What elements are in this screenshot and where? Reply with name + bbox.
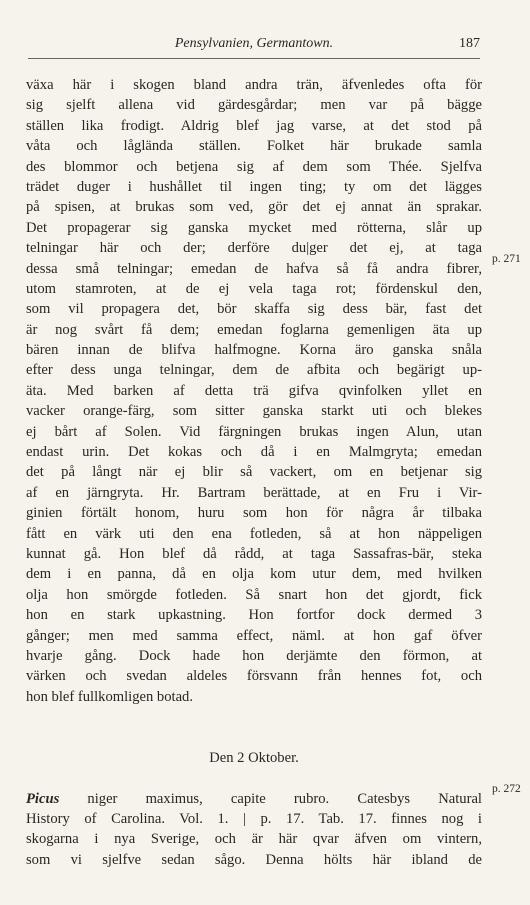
text-line: hon blef fullkomligen botad.: [26, 688, 193, 705]
text-line: äta. Med barken af detta trä gifva qvinfolken yllet en: [26, 382, 482, 399]
text-line: efter dess unga telningar, dem de afbita och begärigt up-: [26, 362, 482, 379]
margin-page-ref: p. 272: [492, 783, 521, 795]
text-line: History of Carolina. Vol. 1. | p. 17. Tab. 17. finnes nog i: [26, 811, 482, 828]
text-line: olja hon smörgde fotleden. Så snart hon det gjordt, fick: [26, 586, 482, 603]
text-line: Det propagerar sig ganska mycket med rötterna, slår up: [26, 219, 482, 236]
text-line: dessa små telningar; emedan de hafva så få andra fibrer,: [26, 260, 482, 277]
text-line: utom stamroten, at de ej vela taga rot; fördenskul den,: [26, 280, 482, 297]
text-line: skogarna i nya Sverige, och är här qvar äfven om vintern,: [26, 831, 482, 848]
diary-entry: [26, 789, 482, 871]
text-line: värken och svedan aldeles försvann från hennes fot, och: [26, 668, 482, 685]
text-line: bären innan de blifva halfmogne. Korna äro ganska snåla: [26, 342, 482, 359]
text-line: des blommor och betjena sig af dem som Thée. Sjelfva: [26, 158, 482, 175]
text-line: ej bårt af Solen. Vid färgningen brukas ingen Alun, utan: [26, 423, 482, 440]
text-line: endast urin. Det kokas och då i en Malmgryta; emedan: [26, 444, 482, 461]
text-line: telningar här och der; derföre du|ger det ej, at taga: [26, 240, 482, 257]
text-line: gånger; men med samma effect, näml. at hon gaf öfver: [26, 627, 482, 644]
text-line: våta och låglända ställen. Folket här brukade samla: [26, 138, 482, 155]
text-line: sig sjelft allena vid gärdesgårdar; men var på bägge: [26, 97, 482, 114]
text-line: kunnat gå. Hon blef då rådd, at taga Sassafras-bär, steka: [26, 545, 482, 562]
text-line: ginien förtält honom, huru som hon för några år tilbaka: [26, 505, 482, 522]
section-gap: [26, 707, 482, 727]
running-head: Pensylvanien, Germantown.: [174, 36, 334, 51]
text-line: växa här i skogen bland andra trän, äfvenledes ofta för: [26, 77, 482, 93]
text-line: hon en stark upkastning. Hon fortfor dock dermed 3: [26, 607, 482, 624]
text-line: [26, 789, 482, 809]
text-line: af en järngryta. Hr. Bartram berättade, at en Fru i Vir-: [26, 484, 482, 501]
paragraph: [26, 75, 482, 707]
text-line: dem i en panna, då en olja kom utur dem, med hvilken: [26, 566, 482, 583]
text-line: som vil propagera det, bör skaffa sig dess bär, fast det: [26, 301, 482, 318]
text-line: som vi sjelfve sedan sågo. Denna hölts här ibland de: [26, 851, 482, 868]
section-gap: [26, 768, 482, 788]
text-line: på spisen, at brukas som ved, gör det ej annat än sprakar.: [26, 199, 482, 216]
text-line: fått en värk uti den ena fotleden, så at hon näppeligen: [26, 525, 482, 542]
text-line: hvarje gång. Dock hade hon derjämte den förmon, at: [26, 647, 482, 664]
text-line: det på långt när ej blir så vackert, om en betjenar sig: [26, 464, 482, 481]
section-gap: [26, 728, 482, 748]
page-header: [28, 36, 480, 56]
page-number: 187: [459, 36, 480, 51]
text-line: ställen lika frodigt. Aldrig blef jag varse, at det stod på: [26, 117, 482, 134]
body-text: [26, 75, 482, 870]
margin-page-ref: p. 271: [492, 253, 521, 265]
species-name: Picus: [26, 790, 60, 807]
header-rule: [28, 58, 480, 59]
date-heading: Den 2 Oktober.: [209, 749, 299, 766]
text-line: vacker orange-färg, som sitter ganska starkt uti och blekes: [26, 403, 482, 420]
text-line-rest: niger maximus, capite rubro. Catesbys Natural: [59, 790, 482, 807]
text-line: trädet duger i hushållet til ingen ting; ty om det lägges: [26, 178, 482, 195]
text-line: är nog svårt få dem; emedan foglarna gemenligen äta up: [26, 321, 482, 338]
